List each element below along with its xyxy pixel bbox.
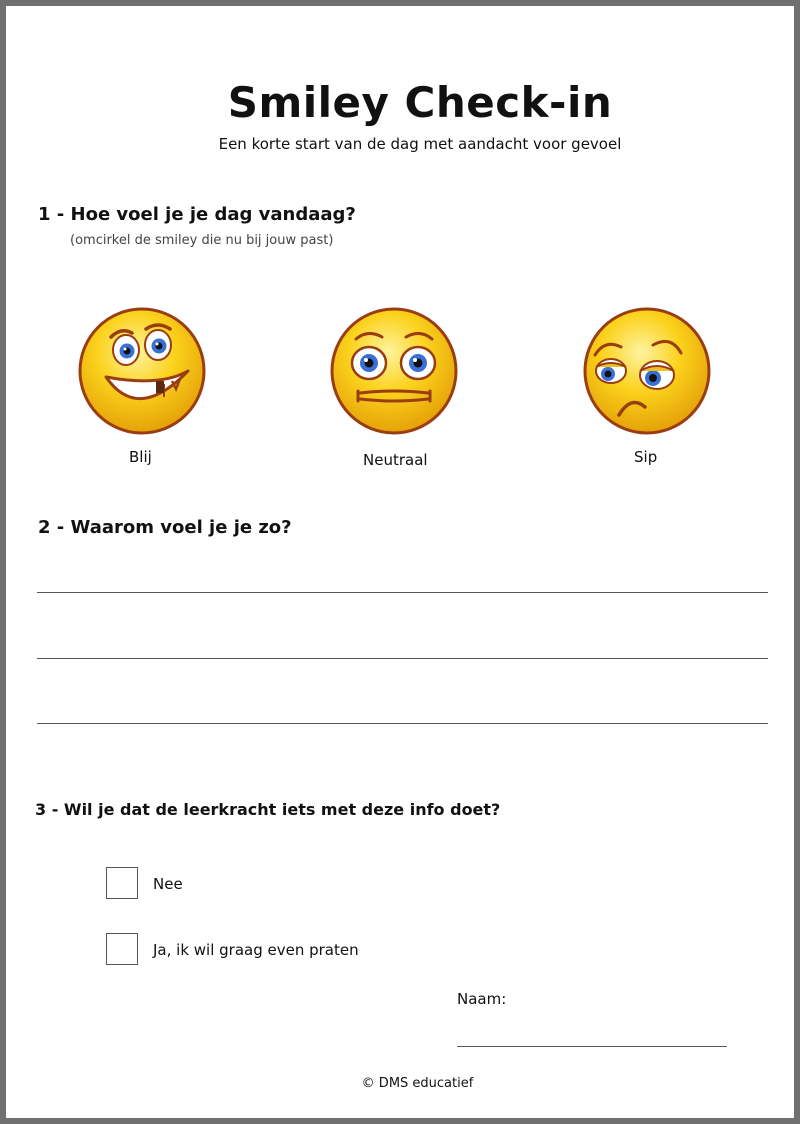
question-2-heading: 2 - Waarom voel je je zo? (38, 517, 292, 538)
question-3-heading: 3 - Wil je dat de leerkracht iets met deze info doet? (35, 800, 501, 819)
question-1-heading: 1 - Hoe voel je je dag vandaag? (38, 204, 356, 225)
smiley-label-happy: Blij (129, 448, 152, 466)
checkbox-ja[interactable] (106, 933, 138, 965)
checkbox-nee[interactable] (106, 867, 138, 899)
copyright-footer: © DMS educatief (361, 1076, 474, 1091)
smiley-label-sad: Sip (634, 448, 658, 466)
option-label-ja: Ja, ik wil graag even praten (153, 941, 359, 959)
happy-smiley-icon[interactable] (76, 305, 208, 437)
option-label-nee: Nee (153, 875, 183, 893)
sad-smiley-icon[interactable] (581, 305, 713, 437)
answer-line-2[interactable] (37, 658, 768, 659)
answer-line-1[interactable] (37, 592, 768, 593)
smiley-label-neutral: Neutraal (363, 451, 428, 469)
page-subtitle: Een korte start van de dag met aandacht voor gevoel (218, 135, 622, 153)
answer-line-3[interactable] (37, 723, 768, 724)
page-title: Smiley Check-in (227, 78, 613, 127)
name-label: Naam: (457, 990, 507, 1008)
name-line[interactable] (457, 1046, 727, 1047)
question-1-hint: (omcirkel de smiley die nu bij jouw past) (70, 233, 334, 248)
neutral-smiley-icon[interactable] (328, 305, 460, 437)
